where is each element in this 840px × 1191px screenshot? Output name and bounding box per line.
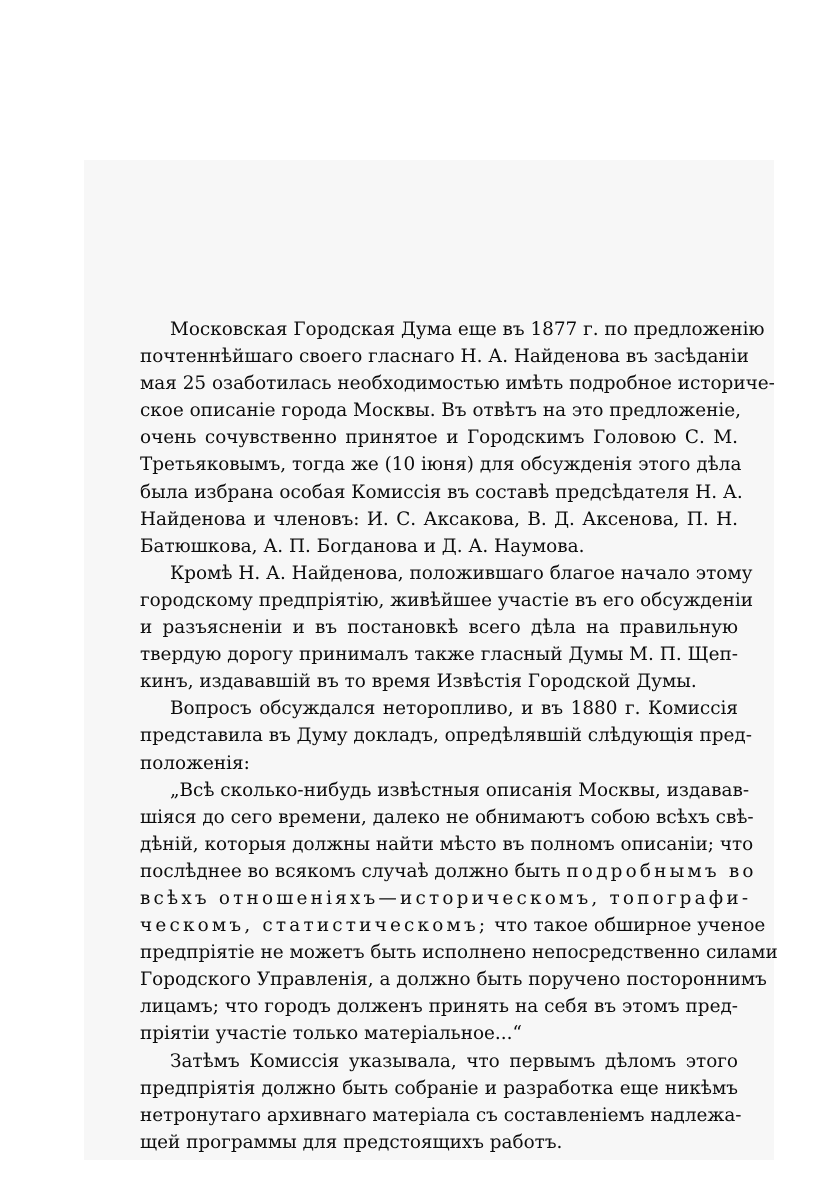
text-line: Кромѣ Н. А. Найденова, положившаго благое начало этому (170, 562, 753, 584)
text-line (140, 858, 757, 885)
text-fragment: что такое обширное ученое (494, 915, 766, 937)
paragraph-5 (140, 1048, 742, 1156)
text-line: была избрана особая Комиссія въ составѣ предсѣдателя Н. А. (140, 481, 743, 503)
paragraph-3 (140, 695, 752, 776)
text-line: Найденова и членовъ: И. С. Аксакова, В. Д. Аксенова, П. Н. (140, 508, 738, 530)
text-line: ское описаніе города Москвы. Въ отвѣтъ на это предложеніе, (140, 400, 741, 422)
text-fragment: послѣднее во всякомъ случаѣ должно быть (140, 860, 561, 882)
text-line: почтеннѣйшаго своего гласнаго Н. А. Найденова въ засѣданіи (140, 346, 749, 368)
text-line: Третьяковымъ, тогда же (10 іюня) для обсужденія этого дѣла (140, 454, 742, 476)
text-line: мая 25 озаботилась необходимостью имѣть подробное историче- (140, 373, 775, 395)
text-line: очень сочувственно принятое и Городскимъ Головою С. М. (140, 427, 738, 449)
emphasized-text-line: всѣхъ отношеніяхъ—историческомъ, топографи- (140, 887, 752, 909)
text-line: нетронутаго архивнаго матеріала съ составленіемъ надлежа- (140, 1104, 742, 1126)
text-line: „Всѣ сколько-нибудь извѣстныя описанія Москвы, издавав- (170, 779, 750, 801)
text-line: положенія: (140, 752, 250, 774)
text-line: твердую дорогу принималъ также гласный Думы М. П. Щеп- (140, 644, 738, 666)
paragraph-4-quote (140, 777, 778, 1048)
text-line (140, 912, 766, 939)
text-line: и разъясненіи и въ постановкѣ всего дѣла на правильную (140, 617, 738, 639)
text-line: лицамъ; что городъ долженъ принять на себя въ этомъ пред- (140, 996, 738, 1018)
text-line: Московская Городская Дума еще въ 1877 г. по предложенію (170, 319, 765, 340)
text-line: щей программы для предстоящихъ работъ. (140, 1131, 563, 1153)
text-line: представила въ Думу докладъ, опредѣлявшій слѣдующія пред- (140, 725, 752, 747)
text-line: предпріятіе не можетъ быть исполнено непосредственно силами (140, 942, 778, 964)
text-line: шіяся до сего времени, далеко не обнимаютъ собою всѣхъ свѣ- (140, 806, 754, 828)
text-line: пріятіи участіе только матеріальное...“ (140, 1023, 522, 1045)
text-line: Затѣмъ Комиссія указывала, что первымъ дѣломъ этого (170, 1050, 738, 1072)
emphasized-text: ческомъ, статистическомъ; (140, 915, 489, 937)
document-text (140, 316, 778, 1156)
emphasized-text: подробнымъ во (566, 860, 757, 882)
paragraph-2 (140, 560, 753, 695)
text-line: дѣній, которыя должны найти мѣсто въ полномъ описаніи; что (140, 833, 754, 855)
text-line: кинъ, издававшій въ то время Извѣстія Городской Думы. (140, 671, 697, 693)
text-line: городскому предпріятію, живѣйшее участіе въ его обсужденіи (140, 589, 753, 611)
text-line: Городского Управленія, а должно быть поручено постороннимъ (140, 969, 767, 991)
text-line: Вопросъ обсуждался неторопливо, и въ 1880 г. Комиссія (170, 698, 738, 720)
paragraph-1 (140, 316, 775, 560)
text-line: предпріятія должно быть собраніе и разработка еще никѣмъ (140, 1077, 738, 1099)
text-line: Батюшкова, А. П. Богданова и Д. А. Наумова. (140, 535, 585, 557)
